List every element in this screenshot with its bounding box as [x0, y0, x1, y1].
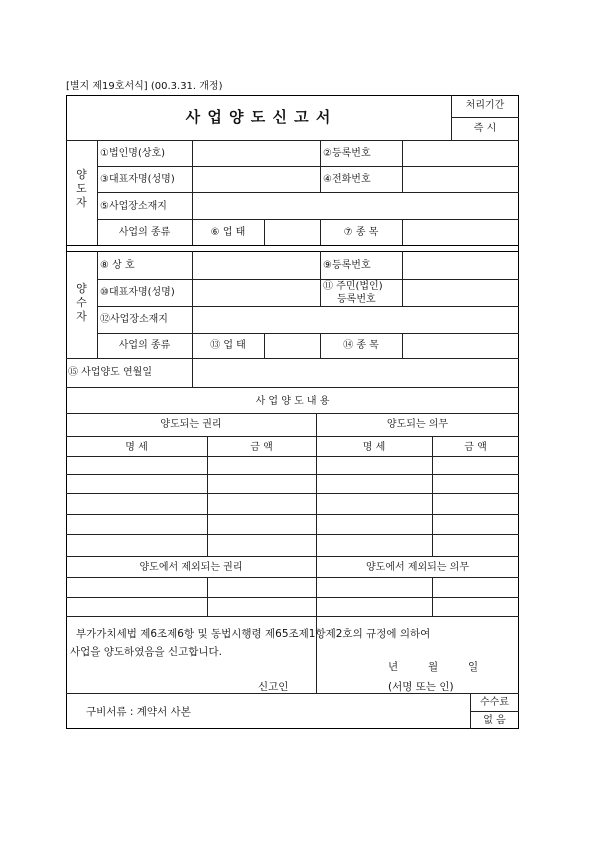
transferee-reg-no-field[interactable]: [403, 252, 518, 278]
transferee-resident-no-field[interactable]: [403, 280, 518, 305]
transferee-reg-no-label: ⑨등록번호: [323, 260, 371, 271]
date-year-label: 년: [388, 661, 399, 673]
form-number-note: [별지 제19호서식] (00.3.31. 개정): [66, 81, 223, 92]
table-row[interactable]: [67, 598, 206, 615]
transferor-reg-no-label: ②등록번호: [323, 148, 371, 159]
transferor-biz-type-field[interactable]: [265, 220, 319, 244]
declaration-text-line1: 부가가치세법 제6조제6항 및 동법시행령 제65조제1항제2호의 규정에 의하여: [76, 628, 431, 640]
table-row[interactable]: [67, 515, 206, 533]
transferee-address-label: ⑫사업장소재지: [100, 314, 168, 325]
transferor-biz-type-label: ⑥ 업 태: [210, 227, 246, 238]
transferee-side-label: 양 수 자: [76, 282, 87, 323]
transferor-corp-name-field[interactable]: [193, 141, 319, 165]
transferor-biz-item-label: ⑦ 종 목: [343, 227, 379, 238]
form-title: 사 업 양 도 신 고 서: [185, 108, 332, 126]
transferor-address-field[interactable]: [193, 193, 518, 218]
transferred-duties-title: 양도되는 의무: [386, 419, 449, 430]
date-day-label: 일: [468, 661, 479, 673]
content-section-title: 사 업 양 도 내 용: [255, 396, 330, 407]
transferee-biz-kind-label: 사업의 종류: [118, 340, 171, 351]
duties-amount-header: 금 액: [464, 442, 487, 453]
attachments-text: 구비서류 : 계약서 사본: [86, 706, 191, 718]
transferee-rep-name-field[interactable]: [193, 280, 319, 305]
excluded-rights-title: 양도에서 제외되는 권리: [139, 562, 243, 573]
table-row[interactable]: [67, 457, 206, 473]
table-row[interactable]: [67, 578, 206, 596]
transferee-biz-item-field[interactable]: [403, 334, 518, 357]
transferee-biz-item-label: ⑭ 종 목: [343, 340, 379, 351]
transfer-date-label: ⑮ 사업양도 연월일: [68, 367, 152, 378]
transferor-phone-field[interactable]: [403, 167, 518, 191]
transferee-resident-no-label-1: ⑪ 주민(법인): [323, 281, 383, 292]
reporter-label: 신고인: [258, 681, 289, 693]
transferor-biz-kind-label: 사업의 종류: [118, 227, 171, 238]
fee-label: 수수료: [480, 697, 509, 708]
duties-item-header: 명 세: [362, 442, 386, 453]
transferred-rights-title: 양도되는 권리: [160, 419, 222, 430]
transferor-reg-no-field[interactable]: [403, 141, 518, 165]
transferee-biz-type-field[interactable]: [265, 334, 319, 357]
transferee-address-field[interactable]: [193, 307, 518, 332]
transferor-rep-name-field[interactable]: [193, 167, 319, 191]
table-row[interactable]: [67, 535, 206, 555]
transferor-side-label: 양 도 자: [76, 168, 87, 209]
processing-period-label: 처리기간: [465, 100, 505, 111]
transferee-trade-name-field[interactable]: [193, 252, 319, 278]
processing-period-value: 즉 시: [473, 123, 497, 134]
transfer-date-field[interactable]: [193, 359, 518, 386]
transferee-trade-name-label: ⑧ 상 호: [100, 260, 135, 271]
declaration-text-line2: 사업을 양도하였음을 신고합니다.: [70, 646, 223, 658]
rights-item-header: 명 세: [125, 442, 148, 453]
transferee-biz-type-label: ⑬ 업 태: [210, 340, 246, 351]
transferor-phone-label: ④전화번호: [323, 174, 371, 185]
transferee-rep-name-label: ⑩대표자명(성명): [100, 287, 175, 298]
transferor-corp-name-label: ①법인명(상호): [100, 148, 166, 159]
transferee-resident-no-label-2: 등록번호: [337, 294, 376, 305]
excluded-duties-title: 양도에서 제외되는 의무: [366, 562, 469, 573]
transferor-biz-item-field[interactable]: [403, 220, 518, 244]
transferor-rep-name-label: ③대표자명(성명): [100, 174, 175, 185]
rights-amount-header: 금 액: [250, 442, 273, 453]
signature-label: (서명 또는 인): [388, 681, 454, 693]
date-month-label: 월: [428, 661, 439, 673]
transferor-address-label: ⑤사업장소재지: [100, 201, 167, 212]
fee-value: 없 음: [483, 715, 506, 726]
table-row[interactable]: [67, 475, 206, 492]
table-row[interactable]: [67, 494, 206, 513]
